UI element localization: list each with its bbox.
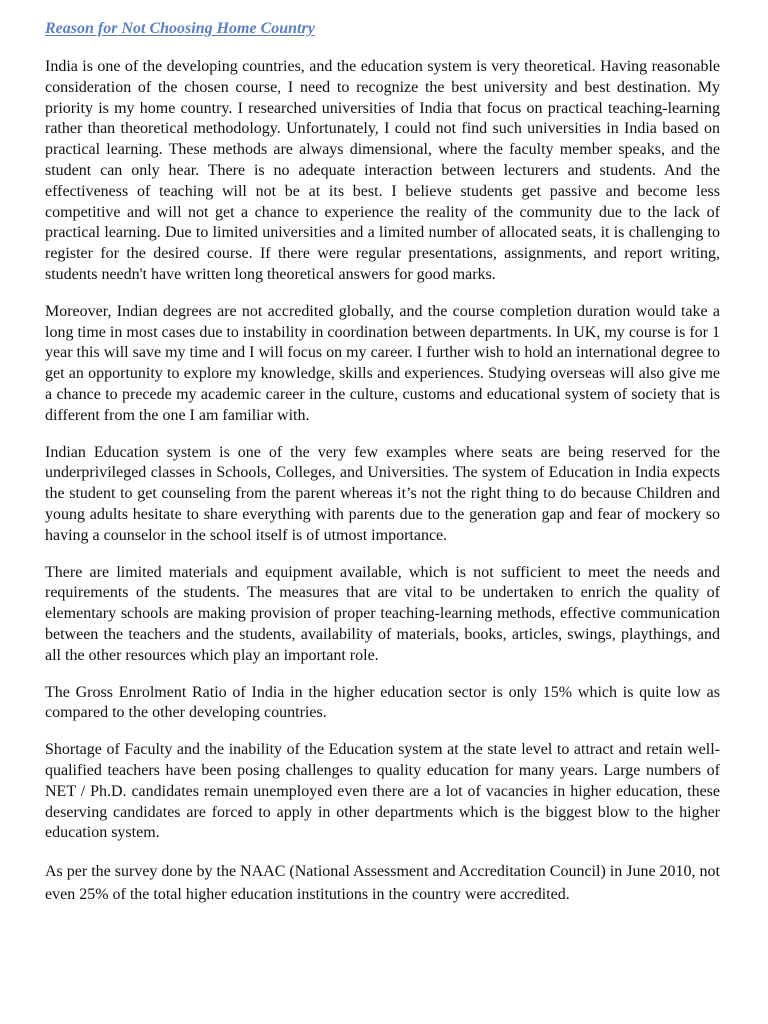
section-heading-link[interactable]: Reason for Not Choosing Home Country bbox=[45, 20, 315, 37]
paragraph-naac-survey: As per the survey done by the NAAC (National Assessment and Accreditation Council) in June 2010, not even 25% of the total higher education institutions in the country were accredited. bbox=[45, 863, 720, 904]
paragraph-materials-equipment: There are limited materials and equipment available, which is not sufficient to meet the needs and requirements of the students. The measures that are vital to be undertaken to enrich the quality of elementary schools are making provision of proper teaching-learning methods, effective communication between the teachers and the students, availability of materials, books, articles, swings, playthings, and all the other resources which play an important role. bbox=[45, 563, 720, 664]
paragraph-accreditation-duration: Moreover, Indian degrees are not accredited globally, and the course completion duration would take a long time in most cases due to instability in coordination between departments. In UK, my course is for 1 year this will save my time and I will focus on my career. I further wish to hold an international degree to get an opportunity to explore my knowledge, skills and experiences. Studying overseas will also give me a chance to precede my academic career in the culture, customs and educational system of society that is different from the one I am familiar with. bbox=[45, 302, 720, 424]
paragraph-gross-enrolment-ratio: The Gross Enrolment Ratio of India in the higher education sector is only 15% which is quite low as compared to the other developing countries. bbox=[45, 683, 720, 722]
paragraph-home-country-reasons: India is one of the developing countries, and the education system is very theoretical. Having reasonable consideration of the chosen course, I need to recognize the best university and best destination. My priority is my home country. I researched universities of India that focus on practical teaching-learning rather than theoretical methodology. Unfortunately, I could not find such universities in India based on practical learning. These methods are always dimensional, where the faculty member speaks, and the student can only hear. There is no adequate interaction between lecturers and students. And the effectiveness of teaching will not be at its best. I believe students get passive and become less competitive and will not get a chance to experience the reality of the community due to the lack of practical learning. Due to limited universities and a limited number of allocated seats, it is challenging to register for the desired course. If there were regular presentations, assignments, and report writing, students needn't have written long theoretical answers for good marks. bbox=[45, 58, 720, 283]
paragraph-reservation-counseling: Indian Education system is one of the very few examples where seats are being reserved for the underprivileged classes in Schools, Colleges, and Universities. The system of Education in India expects the student to get counseling from the parent whereas it’s not the right thing to do because Children and young adults hesitate to share everything with parents due to the generation gap and fear of mockery so having a counselor in the school itself is of utmost importance. bbox=[45, 443, 720, 544]
document-page bbox=[45, 18, 720, 922]
paragraph-faculty-shortage: Shortage of Faculty and the inability of the Education system at the state level to attract and retain well-qualified teachers have been posing challenges to quality education for many years. Large numbers of NET / Ph.D. candidates remain unemployed even there are a lot of vacancies in higher education, these deserving candidates are forced to apply in other departments which is the biggest blow to the higher education system. bbox=[45, 741, 720, 842]
